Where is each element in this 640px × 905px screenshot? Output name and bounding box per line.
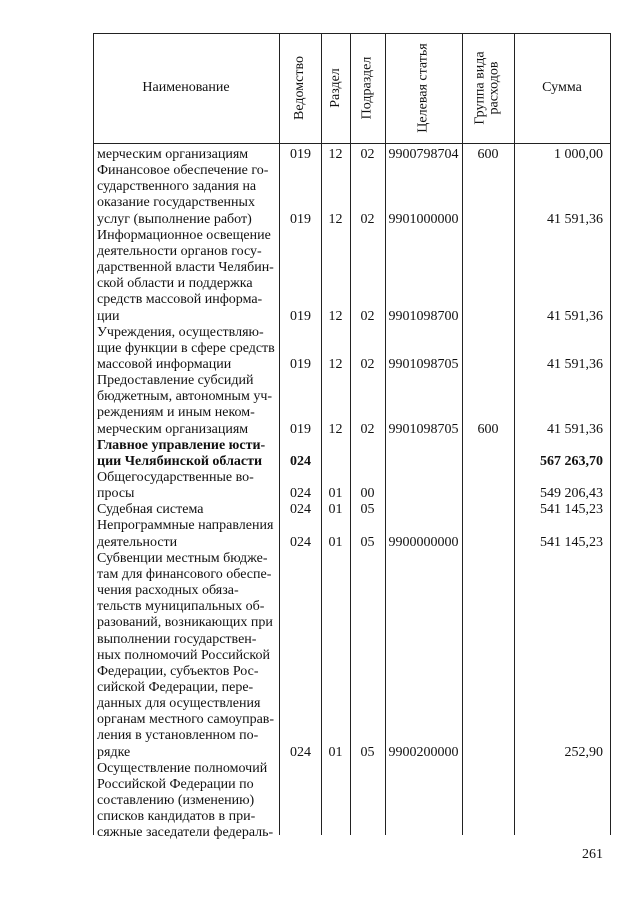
row-name-line: Предоставление субсидий <box>97 373 254 389</box>
header-name <box>93 33 279 143</box>
cell-vedomstvo: 019 <box>290 147 311 162</box>
row-name-line: Общегосударственные во- <box>97 470 254 485</box>
cell-vedomstvo: 019 <box>290 356 311 372</box>
row-name-line: просы <box>97 486 135 502</box>
budget-table <box>93 33 611 841</box>
cell-razdel: 01 <box>328 502 343 518</box>
row-name <box>97 373 277 438</box>
row-name <box>97 325 277 373</box>
cell-summa: 41 591,36 <box>547 308 603 324</box>
row-name <box>97 761 277 842</box>
cell-celevaya: 9901098705 <box>388 421 459 437</box>
cell-gruppa: 600 <box>477 147 499 162</box>
row-name-line: услуг (выполнение работ) <box>97 211 252 227</box>
cell-summa: 252,90 <box>564 744 603 760</box>
cell-vedomstvo: 024 <box>290 486 311 502</box>
row-name-line: мерческим организациям <box>97 421 249 437</box>
row-name-line: разований, возникающих при <box>97 615 273 631</box>
row-name <box>97 438 277 470</box>
row-name-line: рядке <box>97 744 131 760</box>
row-name-line: Судебная система <box>97 502 204 518</box>
header-celevaya <box>385 33 462 143</box>
cell-summa: 549 206,43 <box>540 486 603 502</box>
row-name-line: ской области и поддержка <box>97 276 253 292</box>
row-name-line: мерческим организациям <box>97 147 249 162</box>
row-name-line: массовой информации <box>97 356 232 372</box>
cell-celevaya: 9900200000 <box>388 744 459 760</box>
table-row <box>93 761 611 842</box>
header-summa <box>514 33 610 143</box>
cell-gruppa: 600 <box>477 421 499 437</box>
row-name-line: Российской Федерации по <box>97 776 254 792</box>
table-row <box>93 551 611 761</box>
header-gruppa-line2: расходов <box>487 61 503 115</box>
header-vedomstvo <box>279 33 321 143</box>
header-celevaya-label: Целевая статья <box>415 43 431 133</box>
row-name-line: оказание государственных <box>97 195 255 211</box>
cell-podrazdel: 00 <box>360 486 375 502</box>
cell-razdel: 01 <box>328 744 343 760</box>
row-name-line: тельств муниципальных об- <box>97 599 265 615</box>
row-name <box>97 470 277 502</box>
cell-podrazdel: 05 <box>360 534 375 550</box>
cell-podrazdel: 02 <box>360 421 375 437</box>
cell-vedomstvo: 024 <box>290 453 311 469</box>
cell-celevaya: 9901098700 <box>388 308 459 324</box>
row-name-line: Федерации, субъектов Рос- <box>97 663 259 679</box>
header-gruppa-label <box>474 51 502 124</box>
table-row <box>93 325 611 373</box>
cell-summa: 541 145,23 <box>540 534 603 550</box>
row-name-line: реждениям и иным неком- <box>97 405 255 421</box>
header-bottom-border <box>93 143 611 144</box>
header-gruppa-line1: Группа вида <box>473 51 489 125</box>
row-name-line: списков кандидатов в при- <box>97 809 256 825</box>
cell-razdel: 12 <box>328 421 343 437</box>
cell-celevaya: 9901000000 <box>388 211 459 227</box>
row-name-line: сийской Федерации, пере- <box>97 680 254 695</box>
row-name-line: деятельности <box>97 534 178 550</box>
row-name <box>97 163 277 228</box>
table-row <box>93 373 611 438</box>
row-name-line: органам местного самоуправ- <box>97 712 275 728</box>
table-row <box>93 228 611 325</box>
header-razdel <box>321 33 350 143</box>
row-name-line: дарственной власти Челябин- <box>97 260 274 276</box>
table-row <box>93 163 611 228</box>
row-name-line: ления в установленном по- <box>97 728 259 744</box>
cell-summa: 1 000,00 <box>554 147 603 162</box>
row-name <box>97 147 277 163</box>
row-name-line: чения расходных обяза- <box>97 583 239 599</box>
cell-summa: 41 591,36 <box>547 421 603 437</box>
cell-podrazdel: 05 <box>360 744 375 760</box>
cell-vedomstvo: 019 <box>290 421 311 437</box>
row-name-line: Информационное освещение <box>97 227 271 243</box>
cell-razdel: 12 <box>328 308 343 324</box>
row-name-line: деятельности органов госу- <box>97 243 262 259</box>
cell-summa: 41 591,36 <box>547 211 603 227</box>
row-name-line: ции <box>97 308 120 324</box>
cell-vedomstvo: 024 <box>290 502 311 518</box>
cell-razdel: 01 <box>328 534 343 550</box>
cell-summa: 41 591,36 <box>547 356 603 372</box>
row-name-line: щие функции в сфере средств <box>97 340 275 356</box>
row-name-line: составлению (изменению) <box>97 793 255 808</box>
cell-vedomstvo: 024 <box>290 534 311 550</box>
cell-razdel: 12 <box>328 147 343 162</box>
row-name-line: Финансовое обеспечение го- <box>97 163 269 179</box>
cell-celevaya: 9900000000 <box>388 534 459 550</box>
header-name-label: Наименование <box>142 80 230 95</box>
table-row <box>93 518 611 550</box>
cell-podrazdel: 02 <box>360 356 375 372</box>
table-row <box>93 470 611 502</box>
cell-razdel: 12 <box>328 356 343 372</box>
cell-vedomstvo: 024 <box>290 744 311 760</box>
page-number: 261 <box>582 847 603 862</box>
row-name-line: Учреждения, осуществляю- <box>97 324 264 340</box>
header-summa-label: Сумма <box>542 80 582 95</box>
row-name-line: средств массовой информа- <box>97 292 263 308</box>
table-row <box>93 502 611 518</box>
cell-podrazdel: 05 <box>360 502 375 518</box>
row-name-line: Осуществление полномочий <box>97 760 268 776</box>
cell-podrazdel: 02 <box>360 308 375 324</box>
cell-razdel: 12 <box>328 211 343 227</box>
table-row <box>93 438 611 470</box>
row-name-line: ных полномочий Российской <box>97 647 270 663</box>
row-name-line: там для финансового обеспе- <box>97 566 272 582</box>
cell-vedomstvo: 019 <box>290 308 311 324</box>
cell-celevaya: 9901098705 <box>388 356 459 372</box>
row-name-line: сударственного задания на <box>97 179 257 195</box>
row-name-line: Главное управление юсти- <box>97 437 266 453</box>
row-name <box>97 228 277 325</box>
row-name-line: Непрограммные направления <box>97 518 274 534</box>
row-name-line: бюджетным, автономным уч- <box>97 389 273 405</box>
row-name-line: данных для осуществления <box>97 696 261 712</box>
cell-celevaya: 9900798704 <box>388 147 459 162</box>
header-gruppa <box>462 33 514 143</box>
row-name-line: сяжные заседатели федераль- <box>97 825 274 841</box>
cell-razdel: 01 <box>328 486 343 502</box>
row-name-line: ции Челябинской области <box>97 453 263 469</box>
row-name-line: Субвенции местным бюдже- <box>97 550 268 566</box>
header-razdel-label: Раздел <box>327 68 343 108</box>
row-name <box>97 502 277 518</box>
cell-podrazdel: 02 <box>360 211 375 227</box>
header-vedomstvo-label: Ведомство <box>292 56 307 120</box>
cell-summa: 541 145,23 <box>540 502 603 518</box>
row-name <box>97 551 277 761</box>
header-podrazdel <box>350 33 385 143</box>
table-row <box>93 147 611 163</box>
cell-vedomstvo: 019 <box>290 211 311 227</box>
cell-summa: 567 263,70 <box>540 453 603 469</box>
cell-podrazdel: 02 <box>360 147 375 162</box>
row-name-line: выполнении государствен- <box>97 631 257 647</box>
row-name <box>97 518 277 550</box>
header-podrazdel-label: Подраздел <box>359 56 375 120</box>
